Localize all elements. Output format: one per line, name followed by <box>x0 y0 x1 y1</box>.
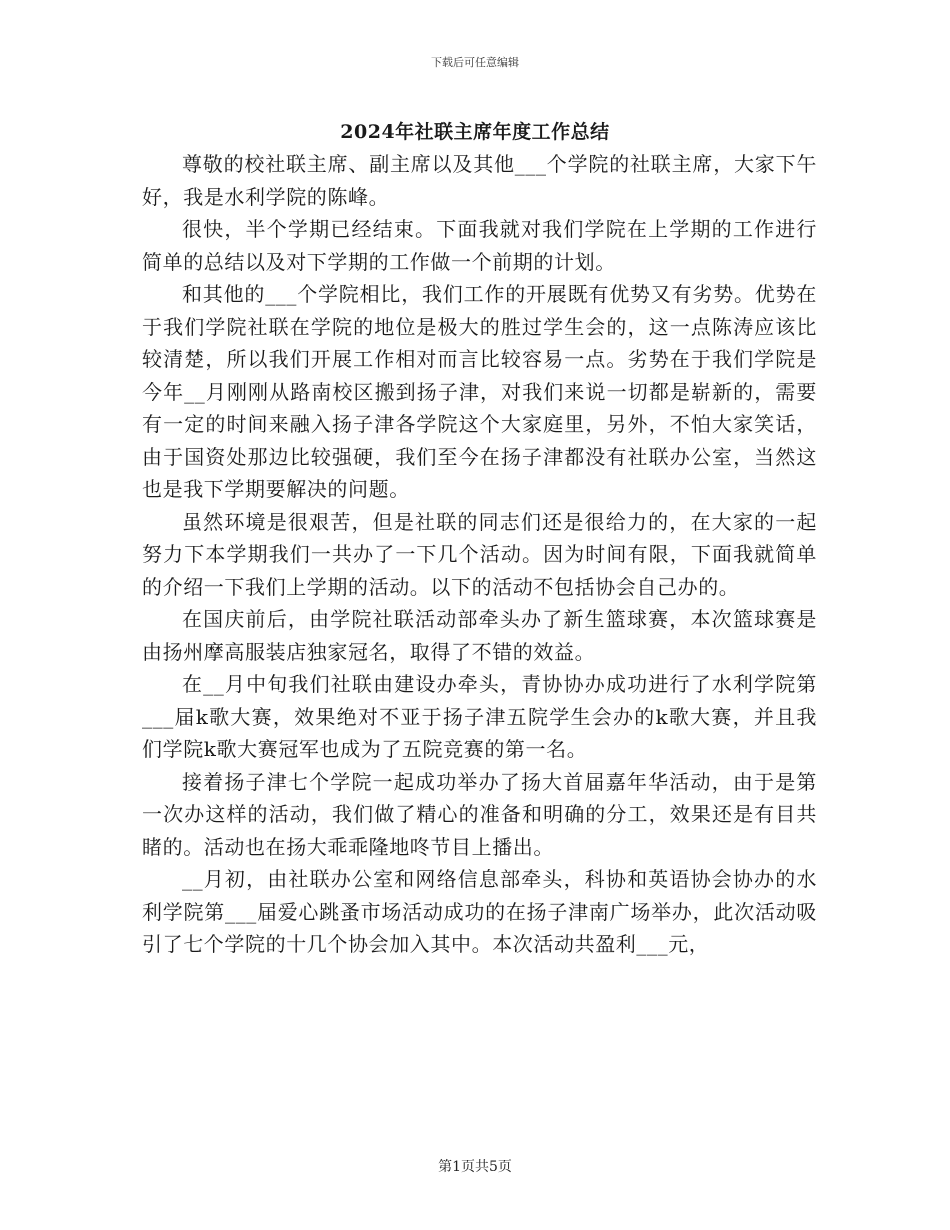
page-number: 第1页共5页 <box>438 1159 512 1175</box>
header-note: 下载后可任意编辑 <box>431 56 519 69</box>
paragraph: 和其他的___个学院相比，我们工作的开展既有优势又有劣势。优势在于我们学院社联在学院的地位是极大的胜过学生会的，这一点陈涛应该比较清楚，所以我们开展工作相对而言比较容易一点。劣势在于我们学院是今年__月刚刚从路南校区搬到扬子津，对我们来说一切都是崭新的，需要有一定的时间来融入扬子津各学院这个大家庭里，另外，不怕大家笑话，由于国资处那边比较强硬，我们至今在扬子津都没有社联办公室，当然这也是我下学期要解决的问题。 <box>142 282 817 501</box>
paragraph: 接着扬子津七个学院一起成功举办了扬大首届嘉年华活动，由于是第一次办这样的活动，我们做了精心的准备和明确的分工，效果还是有目共睹的。活动也在扬大乖乖隆地咚节目上播出。 <box>142 769 817 859</box>
paragraph: 在国庆前后，由学院社联活动部牵头办了新生篮球赛，本次篮球赛是由扬州摩高服装店独家冠名，取得了不错的效益。 <box>142 607 817 664</box>
document-title: 2024年社联主席年度工作总结 <box>340 121 610 143</box>
paragraph: 虽然环境是很艰苦，但是社联的同志们还是很给力的，在大家的一起努力下本学期我们一共办了一下几个活动。因为时间有限，下面我就简单的介绍一下我们上学期的活动。以下的活动不包括协会自己办的。 <box>142 509 817 599</box>
document-body <box>142 148 817 961</box>
paragraph: 很快，半个学期已经结束。下面我就对我们学院在上学期的工作进行简单的总结以及对下学期的工作做一个前期的计划。 <box>142 217 817 274</box>
paragraph: 尊敬的校社联主席、副主席以及其他___个学院的社联主席，大家下午好，我是水利学院的陈峰。 <box>142 152 817 209</box>
paragraph: __月初，由社联办公室和网络信息部牵头，科协和英语协会协办的水利学院第___届爱心跳蚤市场活动成功的在扬子津南广场举办，此次活动吸引了七个学院的十几个协会加入其中。本次活动共盈利___元， <box>142 867 817 956</box>
paragraph: 在__月中旬我们社联由建设办牵头，青协协办成功进行了水利学院第___届k歌大赛，效果绝对不亚于扬子津五院学生会办的k歌大赛，并且我们学院k歌大赛冠军也成为了五院竞赛的第一名。 <box>142 672 817 761</box>
